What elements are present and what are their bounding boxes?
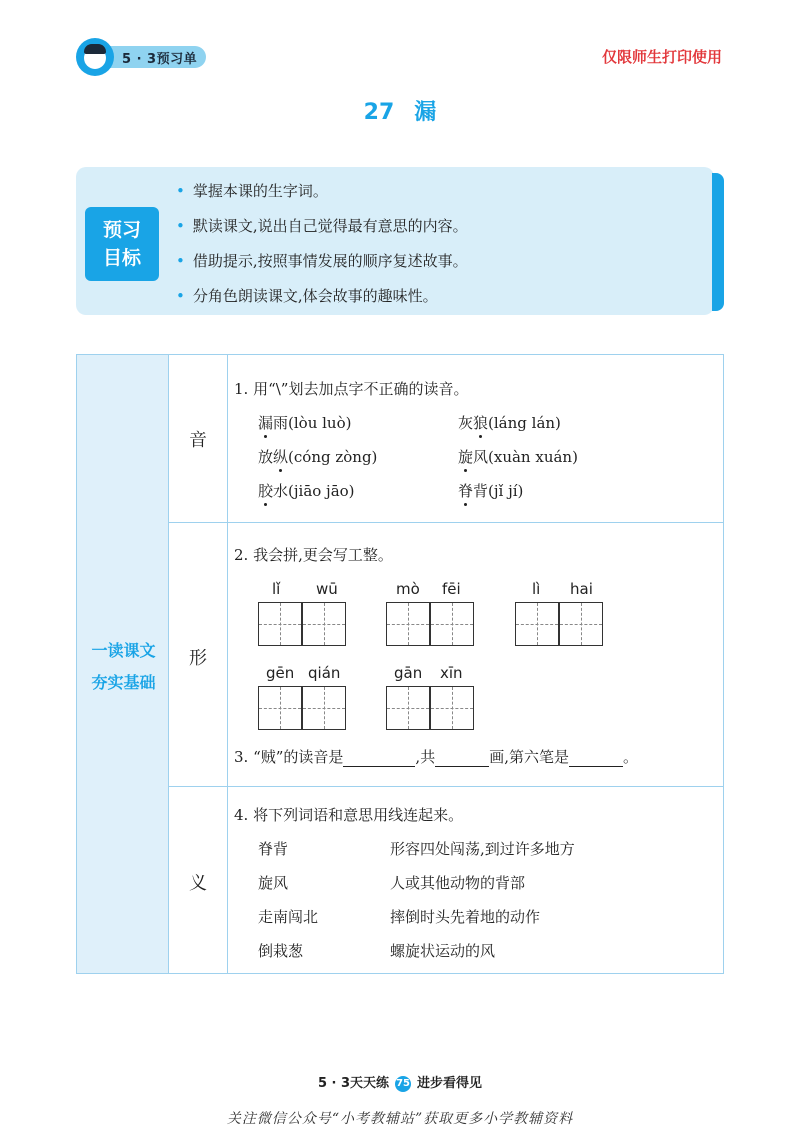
q4-meaning[interactable]: 螺旋状运动的风 bbox=[390, 942, 496, 960]
writing-box[interactable] bbox=[302, 602, 346, 646]
dotted-char: 旋 bbox=[458, 448, 474, 466]
q3-text: ,共 bbox=[415, 748, 436, 766]
writing-box[interactable] bbox=[515, 602, 559, 646]
footer-left: 5 · 3天天练 bbox=[317, 1076, 390, 1091]
exercise-table bbox=[76, 354, 724, 974]
dotted-char: 脊 bbox=[458, 482, 474, 500]
writing-box[interactable] bbox=[559, 602, 603, 646]
q4-meaning[interactable]: 摔倒时头先着地的动作 bbox=[390, 908, 541, 926]
writing-box[interactable] bbox=[386, 686, 430, 730]
q4-word[interactable]: 倒栽葱 bbox=[258, 942, 304, 960]
mascot-icon bbox=[76, 38, 114, 76]
mascot-hair bbox=[84, 44, 106, 54]
goal-item bbox=[176, 246, 468, 281]
table-bottom-border bbox=[169, 973, 724, 974]
pinyin-label: hai bbox=[570, 580, 593, 598]
pinyin-label: lì bbox=[532, 580, 541, 598]
pinyin-label: lǐ bbox=[272, 580, 281, 598]
goals-label-line1: 预习 bbox=[102, 219, 141, 241]
dotted-char: 纵 bbox=[273, 448, 289, 466]
q1-item: 灰狼(láng lán) bbox=[458, 414, 561, 432]
q4-meaning[interactable]: 形容四处闯荡,到过许多地方 bbox=[390, 840, 575, 858]
q4-word[interactable]: 旋风 bbox=[258, 874, 289, 892]
goal-text: 分角色朗读课文,体会故事的趣味性。 bbox=[192, 287, 438, 305]
bullet-icon: • bbox=[176, 252, 185, 270]
lesson-number: 27 bbox=[363, 100, 395, 125]
category-divider bbox=[227, 354, 228, 974]
pinyin-label: gān bbox=[394, 664, 423, 682]
dotted-char: 胶 bbox=[258, 482, 274, 500]
q4-meaning[interactable]: 人或其他动物的背部 bbox=[390, 874, 526, 892]
answer-blank[interactable] bbox=[569, 750, 623, 767]
bullet-icon: • bbox=[176, 287, 185, 305]
goal-text: 默读课文,说出自己觉得最有意思的内容。 bbox=[192, 217, 468, 235]
q3-text: 。 bbox=[622, 748, 638, 766]
pinyin-label: qián bbox=[308, 664, 341, 682]
q3-text: 3. “贼”的读音是 bbox=[234, 748, 344, 766]
q1-item: 旋风(xuàn xuán) bbox=[458, 448, 578, 466]
category-form: 形 bbox=[189, 648, 207, 669]
goal-text: 掌握本课的生字词。 bbox=[192, 182, 328, 200]
writing-box[interactable] bbox=[258, 602, 302, 646]
q1-prompt: 1. 用“\”划去加点字不正确的读音。 bbox=[234, 380, 469, 398]
writing-box[interactable] bbox=[302, 686, 346, 730]
category-meaning: 义 bbox=[189, 873, 207, 894]
goals-label bbox=[85, 207, 159, 281]
goal-item bbox=[176, 211, 468, 246]
goals-stripe bbox=[712, 173, 724, 311]
section-label-line2: 夯实基础 bbox=[91, 673, 156, 692]
q3-text: 画,第六笔是 bbox=[489, 748, 569, 766]
table-top-border bbox=[169, 354, 724, 355]
section-column bbox=[76, 354, 169, 974]
page-number: 75 bbox=[395, 1076, 411, 1092]
goals-label-line2: 目标 bbox=[102, 247, 141, 269]
bullet-icon: • bbox=[176, 182, 185, 200]
q4-word[interactable]: 走南闯北 bbox=[258, 908, 319, 926]
category-sound: 音 bbox=[189, 430, 207, 451]
writing-box[interactable] bbox=[430, 686, 474, 730]
section-label-line1: 一读课文 bbox=[91, 641, 156, 660]
page-footer bbox=[0, 1072, 800, 1092]
row-divider bbox=[169, 786, 724, 787]
print-note: 仅限师生打印使用 bbox=[601, 48, 722, 66]
pinyin-label: xīn bbox=[440, 664, 463, 682]
bullet-icon: • bbox=[176, 217, 185, 235]
q4-word[interactable]: 脊背 bbox=[258, 840, 289, 858]
q1-item: 胶水(jiāo jāo) bbox=[258, 482, 355, 500]
goal-item bbox=[176, 176, 468, 211]
q1-item: 脊背(jǐ jí) bbox=[458, 482, 524, 500]
dotted-char: 狼 bbox=[473, 414, 489, 432]
pinyin-label: wū bbox=[316, 580, 338, 598]
badge-text: 5 · 3预习单 bbox=[122, 52, 198, 67]
goals-list bbox=[176, 176, 468, 316]
section-label bbox=[77, 635, 170, 699]
table-right-border bbox=[723, 354, 724, 974]
q1-item: 放纵(cóng zòng) bbox=[258, 448, 378, 466]
answer-blank[interactable] bbox=[435, 750, 489, 767]
lesson-title bbox=[0, 95, 800, 126]
pinyin-label: fēi bbox=[442, 580, 461, 598]
bottom-note: 关注微信公众号“小考教辅站”获取更多小学教辅资料 bbox=[226, 1111, 574, 1127]
goal-item bbox=[176, 281, 468, 316]
row-divider bbox=[169, 522, 724, 523]
writing-box[interactable] bbox=[386, 602, 430, 646]
q2-prompt: 2. 我会拼,更会写工整。 bbox=[234, 546, 393, 564]
answer-blank[interactable] bbox=[343, 750, 415, 767]
writing-box[interactable] bbox=[258, 686, 302, 730]
pinyin-label: mò bbox=[396, 580, 420, 598]
dotted-char: 漏 bbox=[258, 414, 274, 432]
footer-right: 进步看得见 bbox=[417, 1076, 483, 1091]
q1-item: 漏雨(lòu luò) bbox=[258, 414, 352, 432]
writing-box[interactable] bbox=[430, 602, 474, 646]
lesson-name: 漏 bbox=[414, 100, 437, 125]
header-badge bbox=[76, 38, 208, 76]
goal-text: 借助提示,按照事情发展的顺序复述故事。 bbox=[192, 252, 468, 270]
pinyin-label: gēn bbox=[266, 664, 295, 682]
q3-line bbox=[234, 746, 638, 767]
q4-prompt: 4. 将下列词语和意思用线连起来。 bbox=[234, 806, 464, 824]
